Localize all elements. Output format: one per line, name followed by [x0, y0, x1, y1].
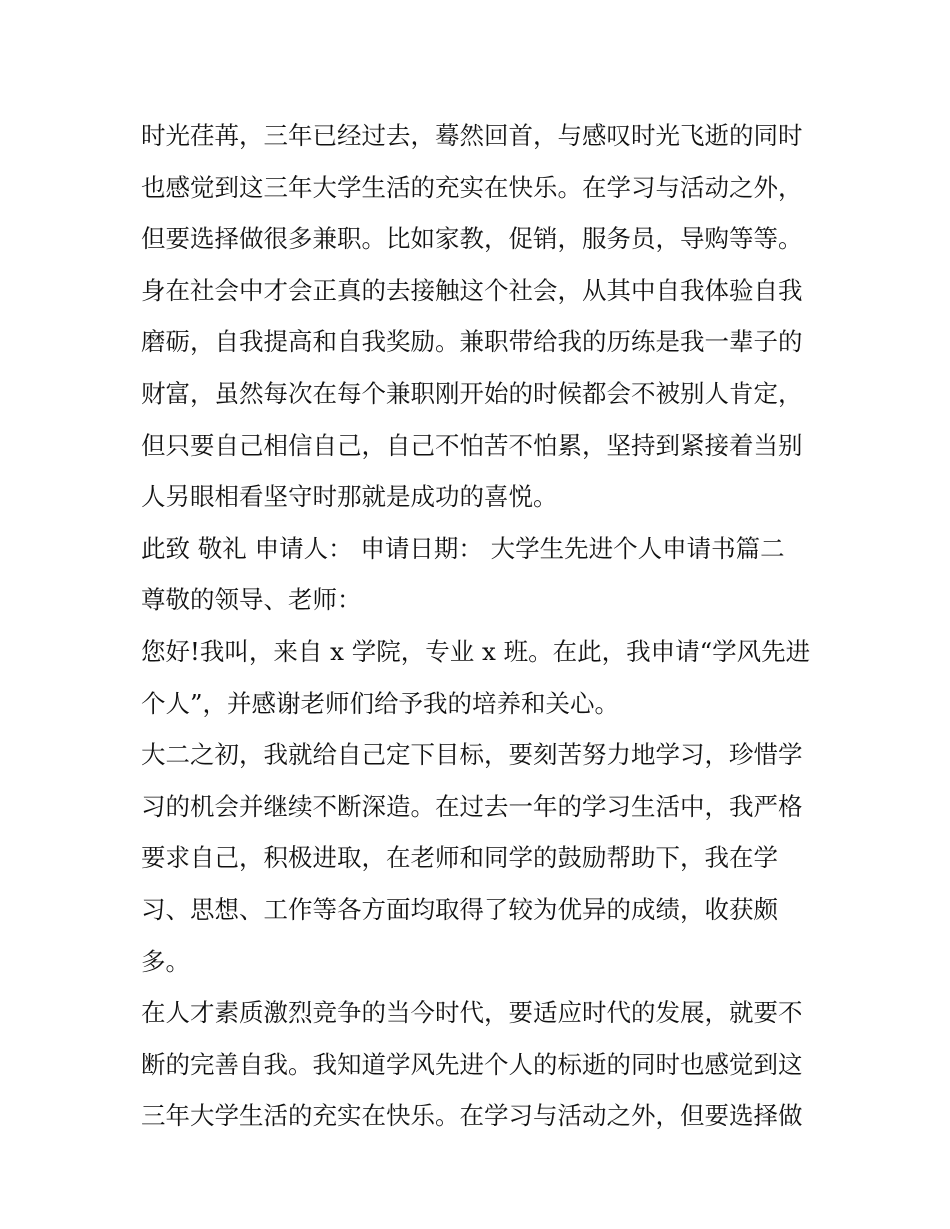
salutation: 尊敬的领导、老师： [141, 585, 362, 615]
text-line: 磨砺，自我提高和自我奖励。兼职带给我的历练是我一辈子的 [141, 327, 803, 357]
text-line: 人另眼相看坚守时那就是成功的喜悦。 [141, 482, 558, 512]
text-line: 时光荏苒，三年已经过去，蓦然回首，与感叹时光飞逝的同时 [141, 121, 803, 150]
text-line: 在人才素质激烈竞争的当今时代，要适应时代的发展，就要不 [141, 998, 803, 1028]
text-line: 三年大学生活的充实在快乐。在学习与活动之外，但要选择做 [141, 1101, 803, 1131]
text-line: 要求自己，积极进取，在老师和同学的鼓励帮助下，我在学 [141, 843, 778, 873]
text-line: 断的完善自我。我知道学风先进个人的标逝的同时也感觉到这 [141, 1049, 803, 1079]
text-line: 但只要自己相信自己，自己不怕苦不怕累，坚持到紧接着当别 [141, 430, 803, 460]
document-body [141, 110, 821, 1142]
text-line: 多。 [141, 946, 190, 976]
text-line: 大二之初，我就给自己定下目标，要刻苦努力地学习，珍惜学 [141, 740, 803, 770]
text-line: 也感觉到这三年大学生活的充实在快乐。在学习与活动之外， [141, 172, 803, 202]
text-line: 习、思想、工作等各方面均取得了较为优异的成绩，收获颇 [141, 894, 778, 924]
text-line: 财富，虽然每次在每个兼职刚开始的时候都会不被别人肯定， [141, 378, 803, 408]
text-line: 但要选择做很多兼职。比如家教，促销，服务员，导购等等。 [141, 224, 803, 254]
text-line: 您好!我叫，来自 x 学院，专业 x 班。在此，我申请“学风先进 [141, 636, 811, 666]
text-line: 个人”，并感谢老师们给予我的培养和关心。 [141, 688, 620, 718]
closing-line: 此致 敬礼 申请人： 申请日期： 大学生先进个人申请书篇二 [141, 533, 785, 563]
text-line: 习的机会并继续不断深造。在过去一年的学习生活中，我严格 [141, 791, 803, 821]
text-line: 身在社会中才会正真的去接触这个社会，从其中自我体验自我 [141, 275, 803, 305]
